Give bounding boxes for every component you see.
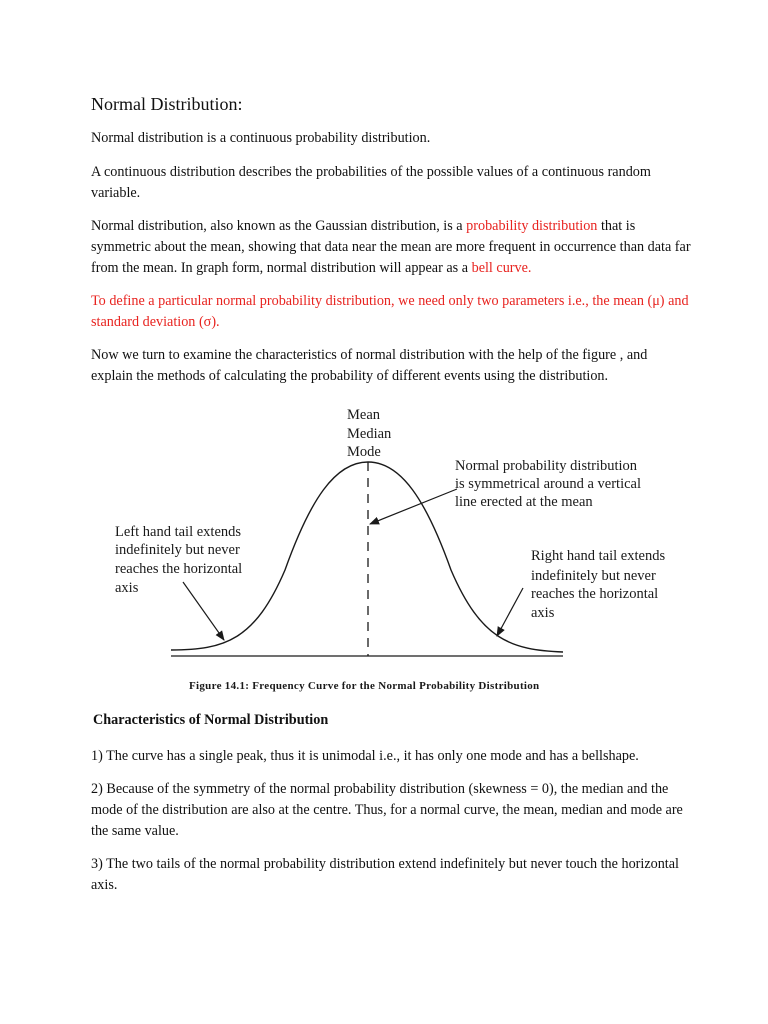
characteristic-3: 3) The two tails of the normal probability distribution extend indefinitely but never touch the horizontal axis. <box>91 856 679 893</box>
paragraph-figure-intro: Now we turn to examine the characteristics of normal distribution with the help of the figure , and explain the methods of calculating the probability of different events using the distribution. <box>91 347 648 384</box>
left-tail-label-line-2: indefinitely but never <box>115 542 240 558</box>
symmetry-label-line-1: Normal probability distribution <box>455 458 638 474</box>
paragraph-parameters: To define a particular normal probability distribution, we need only two parameters i.e., the mean (μ) and standard deviation (σ). <box>91 293 689 330</box>
left-tail-label-line-3: reaches the horizontal <box>115 561 243 577</box>
symmetry-label-line-2: is symmetrical around a vertical <box>455 476 642 492</box>
normal-curve-figure <box>105 400 685 700</box>
probability-distribution-link[interactable]: probability distribution <box>466 218 598 234</box>
paragraph-continuous: A continuous distribution describes the probabilities of the possible values of a continuous random variable. <box>91 164 651 201</box>
gaussian-text-2: that is symmetric about the mean, showing that data near the mean are more frequent in occurrence than data far from the mean. In graph form, normal distribution will appear as a <box>91 218 691 276</box>
characteristic-1: 1) The curve has a single peak, thus it is unimodal i.e., it has only one mode and has a bellshape. <box>91 748 639 764</box>
page-title: Normal Distribution: <box>91 94 243 114</box>
left-tail-label-line-4: axis <box>115 580 139 596</box>
mean-label: Mean <box>347 407 381 423</box>
right-tail-label-line-1: Right hand tail extends <box>531 548 666 564</box>
right-tail-label-line-4: axis <box>531 605 555 621</box>
characteristic-2: 2) Because of the symmetry of the normal probability distribution (skewness = 0), the median and the mode of the distribution are also at the centre. Thus, for a normal curve, the mean, median and mode are the same value. <box>91 781 683 839</box>
bell-curve-link[interactable]: bell curve. <box>471 260 532 276</box>
symmetry-arrow <box>370 489 457 524</box>
right-tail-arrow <box>497 588 523 636</box>
normal-curve-diagram <box>105 400 685 700</box>
left-tail-arrow <box>183 582 224 640</box>
symmetry-label-line-3: line erected at the mean <box>455 494 593 510</box>
median-label: Median <box>347 426 392 442</box>
figure-caption: Figure 14.1: Frequency Curve for the Normal Probability Distribution <box>189 680 540 692</box>
left-tail-label-line-1: Left hand tail extends <box>115 524 242 540</box>
right-tail-label-line-3: reaches the horizontal <box>531 586 659 602</box>
right-tail-label-line-2: indefinitely but never <box>531 568 656 584</box>
mode-label: Mode <box>347 444 381 460</box>
paragraph-gaussian <box>91 216 691 279</box>
paragraph-definition: Normal distribution is a continuous probability distribution. <box>91 130 431 146</box>
characteristics-heading: Characteristics of Normal Distribution <box>93 712 329 728</box>
gaussian-text-1: Normal distribution, also known as the Gaussian distribution, is a <box>91 218 467 234</box>
